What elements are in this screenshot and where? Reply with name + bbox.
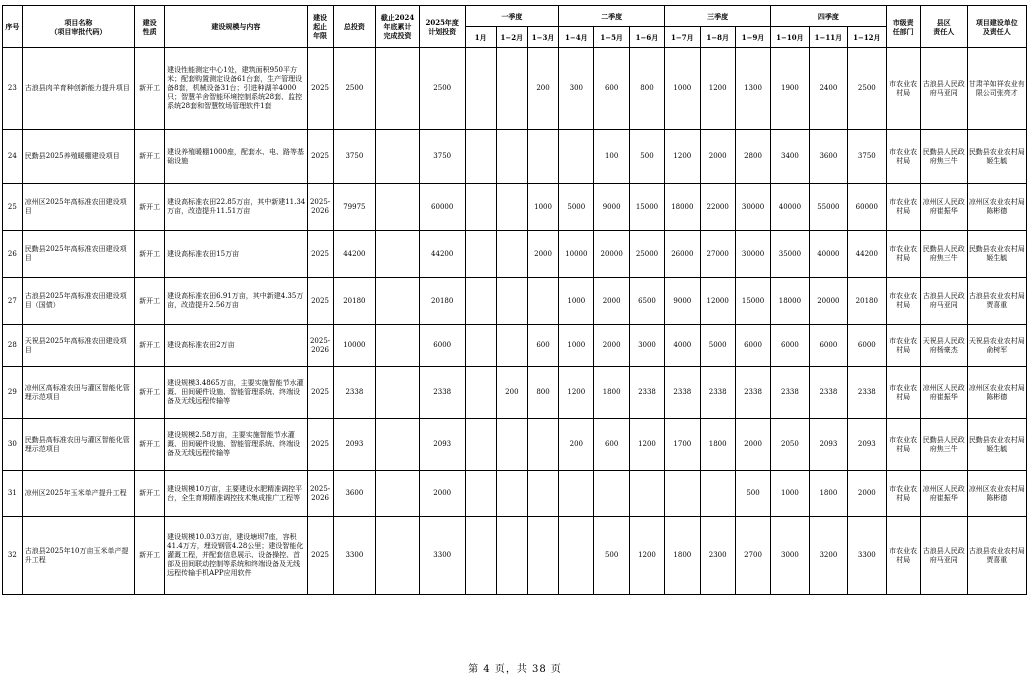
cell-seq: 24 — [3, 130, 23, 184]
cell-period: 2025 — [307, 231, 333, 278]
table-row — [3, 184, 1027, 231]
cell-dept: 市农业农村局 — [886, 419, 920, 471]
header-done2024: 截止2024 年底累计 完成投资 — [376, 6, 420, 48]
cell-scale: 建设高标准农田2万亩 — [165, 325, 307, 367]
cell-nature: 新开工 — [135, 517, 165, 595]
cell-unit: 古浪县农业农村局贾喜重 — [967, 517, 1026, 595]
page-footer: 第 4 页，共 38 页 — [468, 664, 562, 675]
cell-dept: 市农业农村局 — [886, 367, 920, 419]
cell-done-2024 — [376, 325, 420, 367]
cell-month-value: 2338 — [735, 367, 770, 419]
cell-nature: 新开工 — [135, 48, 165, 130]
cell-month-value: 600 — [527, 325, 558, 367]
cell-month-value — [465, 130, 496, 184]
cell-project-name: 天祝县2025年高标准农田建设项目 — [22, 325, 134, 367]
cell-month-value: 1000 — [771, 471, 809, 517]
cell-month-value: 6000 — [809, 325, 847, 367]
cell-month-value — [700, 471, 735, 517]
cell-scale: 建设高标准农田22.85万亩，其中新建11.34万亩，改造提升11.51万亩 — [165, 184, 307, 231]
cell-month-value: 20000 — [809, 278, 847, 325]
cell-month-value: 500 — [594, 517, 629, 595]
cell-done-2024 — [376, 517, 420, 595]
cell-month-value: 2300 — [700, 517, 735, 595]
cell-month-value: 18000 — [665, 184, 700, 231]
cell-done-2024 — [376, 278, 420, 325]
cell-seq: 26 — [3, 231, 23, 278]
project-table — [2, 5, 1027, 595]
cell-month-value — [629, 471, 664, 517]
header-unit: 项目建设单位 及责任人 — [967, 6, 1026, 48]
cell-month-value: 40000 — [809, 231, 847, 278]
cell-month-value: 1300 — [735, 48, 770, 130]
cell-period: 2025-2026 — [307, 325, 333, 367]
cell-plan-2025: 2093 — [419, 419, 465, 471]
table-row — [3, 48, 1027, 130]
cell-month-value: 2338 — [700, 367, 735, 419]
cell-month-value: 20180 — [848, 278, 886, 325]
cell-project-name: 凉州区2025年玉米单产提升工程 — [22, 471, 134, 517]
cell-month-value: 1800 — [700, 419, 735, 471]
table-row — [3, 517, 1027, 595]
header-period: 建设 起止 年限 — [307, 6, 333, 48]
cell-month-value — [465, 517, 496, 595]
cell-month-value: 44200 — [848, 231, 886, 278]
cell-month-value — [527, 517, 558, 595]
cell-seq: 28 — [3, 325, 23, 367]
cell-month-value — [527, 130, 558, 184]
cell-month-value: 1200 — [629, 517, 664, 595]
cell-scale: 建设养殖暖棚1000座，配套水、电、路等基础设施 — [165, 130, 307, 184]
cell-month-value — [465, 48, 496, 130]
cell-month-value: 6500 — [629, 278, 664, 325]
cell-month-value — [465, 278, 496, 325]
cell-seq: 27 — [3, 278, 23, 325]
cell-county: 民勤县人民政府焦三牛 — [920, 231, 967, 278]
cell-month-value: 200 — [527, 48, 558, 130]
cell-county: 民勤县人民政府焦三牛 — [920, 130, 967, 184]
cell-done-2024 — [376, 48, 420, 130]
cell-month-value: 15000 — [629, 184, 664, 231]
cell-month-value: 25000 — [629, 231, 664, 278]
cell-unit: 凉州区农业农村局陈彬德 — [967, 184, 1026, 231]
cell-nature: 新开工 — [135, 325, 165, 367]
cell-month-value: 5000 — [559, 184, 594, 231]
cell-nature: 新开工 — [135, 471, 165, 517]
cell-total-investment: 2500 — [333, 48, 376, 130]
cell-month-value: 2338 — [809, 367, 847, 419]
cell-nature: 新开工 — [135, 367, 165, 419]
cell-county: 凉州区人民政府崔振华 — [920, 184, 967, 231]
cell-seq: 29 — [3, 367, 23, 419]
cell-month-value: 1000 — [665, 48, 700, 130]
cell-plan-2025: 2500 — [419, 48, 465, 130]
cell-project-name: 民勤县2025年高标准农田建设项目 — [22, 231, 134, 278]
cell-seq: 23 — [3, 48, 23, 130]
cell-project-name: 古浪县2025年高标准农田建设项目（国债） — [22, 278, 134, 325]
cell-plan-2025: 3750 — [419, 130, 465, 184]
cell-seq: 31 — [3, 471, 23, 517]
cell-month-value: 100 — [594, 130, 629, 184]
table-row — [3, 325, 1027, 367]
cell-month-value: 1000 — [527, 184, 558, 231]
cell-unit: 甘肃羊如祥农业有限公司张亮才 — [967, 48, 1026, 130]
cell-dept: 市农业农村局 — [886, 517, 920, 595]
cell-month-value: 22000 — [700, 184, 735, 231]
cell-month-value: 2338 — [629, 367, 664, 419]
cell-seq: 25 — [3, 184, 23, 231]
cell-month-value: 200 — [559, 419, 594, 471]
cell-month-value: 600 — [594, 48, 629, 130]
cell-month-value — [465, 231, 496, 278]
cell-month-value: 12000 — [700, 278, 735, 325]
cell-nature: 新开工 — [135, 278, 165, 325]
cell-total-investment: 20180 — [333, 278, 376, 325]
cell-county: 古浪县人民政府马亚同 — [920, 48, 967, 130]
cell-month-value: 3000 — [629, 325, 664, 367]
cell-month-value — [527, 471, 558, 517]
cell-total-investment: 3600 — [333, 471, 376, 517]
cell-period: 2025 — [307, 130, 333, 184]
cell-month-value — [496, 278, 527, 325]
cell-month-value: 2000 — [848, 471, 886, 517]
cell-month-value: 6000 — [771, 325, 809, 367]
cell-total-investment: 3300 — [333, 517, 376, 595]
cell-month-value: 30000 — [735, 184, 770, 231]
cell-month-value: 2000 — [735, 419, 770, 471]
header-month: 1−8月 — [700, 27, 735, 48]
table-row — [3, 471, 1027, 517]
cell-month-value: 2000 — [594, 278, 629, 325]
cell-month-value: 9000 — [665, 278, 700, 325]
cell-month-value — [496, 231, 527, 278]
cell-done-2024 — [376, 471, 420, 517]
table-row — [3, 231, 1027, 278]
cell-month-value — [594, 471, 629, 517]
cell-period: 2025 — [307, 367, 333, 419]
cell-month-value — [465, 184, 496, 231]
cell-month-value: 2400 — [809, 48, 847, 130]
cell-month-value: 300 — [559, 48, 594, 130]
cell-month-value — [496, 184, 527, 231]
cell-month-value: 20000 — [594, 231, 629, 278]
cell-project-name: 民勤县2025养殖暖棚建设项目 — [22, 130, 134, 184]
cell-project-name: 古浪县肉羊育种创新能力提升项目 — [22, 48, 134, 130]
cell-period: 2025 — [307, 517, 333, 595]
cell-month-value: 3200 — [809, 517, 847, 595]
cell-month-value: 500 — [629, 130, 664, 184]
cell-month-value: 1200 — [700, 48, 735, 130]
cell-dept: 市农业农村局 — [886, 48, 920, 130]
cell-month-value: 5000 — [700, 325, 735, 367]
cell-month-value: 6000 — [848, 325, 886, 367]
cell-month-value: 18000 — [771, 278, 809, 325]
header-month: 1−10月 — [771, 27, 809, 48]
cell-done-2024 — [376, 130, 420, 184]
cell-total-investment: 79975 — [333, 184, 376, 231]
cell-month-value: 6000 — [735, 325, 770, 367]
header-month: 1−4月 — [559, 27, 594, 48]
cell-period: 2025-2026 — [307, 471, 333, 517]
cell-scale: 建设性能测定中心1处，建筑面积950平方米；配套购置测定设备61台套，生产管理设备8套，机械设备31台；引进种湖羊4000只；智慧羊舍智能环境控制系统28套、监控系统28套和智慧牧场管理软件1套 — [165, 48, 307, 130]
cell-month-value — [559, 130, 594, 184]
cell-county: 古浪县人民政府马亚同 — [920, 278, 967, 325]
cell-period: 2025 — [307, 419, 333, 471]
header-month: 1−11月 — [809, 27, 847, 48]
cell-month-value — [559, 471, 594, 517]
cell-month-value — [496, 517, 527, 595]
header-dept: 市级责 任部门 — [886, 6, 920, 48]
cell-month-value — [465, 419, 496, 471]
cell-scale: 建设规模2.58万亩，主要实施智能节水灌溉、田间硬件设施、智能管理系统、终端设备及无线远程传输等 — [165, 419, 307, 471]
cell-plan-2025: 2338 — [419, 367, 465, 419]
cell-plan-2025: 44200 — [419, 231, 465, 278]
cell-month-value: 15000 — [735, 278, 770, 325]
cell-month-value: 1200 — [665, 130, 700, 184]
cell-month-value: 4000 — [665, 325, 700, 367]
cell-month-value — [527, 278, 558, 325]
cell-month-value: 3750 — [848, 130, 886, 184]
cell-unit: 凉州区农业农村局陈彬德 — [967, 471, 1026, 517]
header-nature: 建设 性质 — [135, 6, 165, 48]
header-name: 项目名称 （项目审批代码） — [22, 6, 134, 48]
table-row — [3, 367, 1027, 419]
cell-total-investment: 2093 — [333, 419, 376, 471]
cell-scale: 建设规模3.4865万亩，主要实施智能节水灌溉、田间硬件设施、智能管理系统、终端设备及无线远程传输等 — [165, 367, 307, 419]
cell-done-2024 — [376, 231, 420, 278]
cell-total-investment: 44200 — [333, 231, 376, 278]
table-row — [3, 419, 1027, 471]
header-month: 1−9月 — [735, 27, 770, 48]
cell-month-value — [496, 130, 527, 184]
cell-dept: 市农业农村局 — [886, 325, 920, 367]
cell-month-value: 40000 — [771, 184, 809, 231]
cell-month-value: 2338 — [848, 367, 886, 419]
cell-month-value: 500 — [735, 471, 770, 517]
table-row — [3, 130, 1027, 184]
cell-dept: 市农业农村局 — [886, 278, 920, 325]
header-q1: 一季度 — [465, 6, 559, 27]
header-q4: 四季度 — [771, 6, 886, 27]
cell-nature: 新开工 — [135, 130, 165, 184]
cell-month-value: 1000 — [559, 325, 594, 367]
cell-month-value — [465, 367, 496, 419]
cell-month-value — [496, 419, 527, 471]
cell-month-value: 1000 — [559, 278, 594, 325]
cell-plan-2025: 3300 — [419, 517, 465, 595]
cell-total-investment: 10000 — [333, 325, 376, 367]
header-month: 1−3月 — [527, 27, 558, 48]
cell-county: 天祝县人民政府杨豪杰 — [920, 325, 967, 367]
cell-total-investment: 2338 — [333, 367, 376, 419]
cell-month-value: 2093 — [809, 419, 847, 471]
cell-plan-2025: 2000 — [419, 471, 465, 517]
header-plan2025: 2025年度 计划投资 — [419, 6, 465, 48]
cell-month-value: 200 — [496, 367, 527, 419]
cell-month-value — [496, 48, 527, 130]
cell-month-value: 2000 — [700, 130, 735, 184]
cell-total-investment: 3750 — [333, 130, 376, 184]
cell-month-value: 1200 — [629, 419, 664, 471]
cell-project-name: 民勤县高标准农田与灌区智能化管理示范项目 — [22, 419, 134, 471]
cell-county: 民勤县人民政府焦三牛 — [920, 419, 967, 471]
cell-month-value: 2338 — [771, 367, 809, 419]
header-q3: 三季度 — [665, 6, 771, 27]
cell-period: 2025-2026 — [307, 184, 333, 231]
cell-dept: 市农业农村局 — [886, 130, 920, 184]
cell-unit: 民勤县农业农村局姬生毓 — [967, 130, 1026, 184]
cell-month-value: 10000 — [559, 231, 594, 278]
cell-unit: 民勤县农业农村局姬生毓 — [967, 231, 1026, 278]
cell-month-value: 27000 — [700, 231, 735, 278]
cell-month-value: 3600 — [809, 130, 847, 184]
cell-project-name: 古浪县2025年10万亩玉米单产提升工程 — [22, 517, 134, 595]
cell-month-value: 2338 — [665, 367, 700, 419]
cell-month-value: 3000 — [771, 517, 809, 595]
cell-nature: 新开工 — [135, 184, 165, 231]
cell-month-value: 2700 — [735, 517, 770, 595]
cell-dept: 市农业农村局 — [886, 184, 920, 231]
cell-period: 2025 — [307, 278, 333, 325]
cell-month-value: 3300 — [848, 517, 886, 595]
cell-month-value: 2050 — [771, 419, 809, 471]
cell-dept: 市农业农村局 — [886, 471, 920, 517]
cell-month-value: 30000 — [735, 231, 770, 278]
cell-month-value: 2093 — [848, 419, 886, 471]
cell-month-value: 1800 — [665, 517, 700, 595]
cell-month-value: 800 — [629, 48, 664, 130]
cell-project-name: 凉州区2025年高标准农田建设项目 — [22, 184, 134, 231]
cell-month-value: 2500 — [848, 48, 886, 130]
header-month: 1−5月 — [594, 27, 629, 48]
cell-month-value: 2000 — [594, 325, 629, 367]
header-month: 1−2月 — [496, 27, 527, 48]
cell-month-value: 600 — [594, 419, 629, 471]
cell-month-value — [559, 517, 594, 595]
cell-unit: 古浪县农业农村局贾喜重 — [967, 278, 1026, 325]
cell-nature: 新开工 — [135, 419, 165, 471]
cell-project-name: 凉州区高标准农田与灌区智能化管理示范项目 — [22, 367, 134, 419]
cell-month-value — [465, 325, 496, 367]
cell-unit: 凉州区农业农村局陈彬德 — [967, 367, 1026, 419]
header-month: 1−6月 — [629, 27, 664, 48]
cell-month-value: 3400 — [771, 130, 809, 184]
cell-county: 凉州区人民政府崔振华 — [920, 367, 967, 419]
cell-unit: 天祝县农业农村局俞树军 — [967, 325, 1026, 367]
cell-month-value: 2000 — [527, 231, 558, 278]
header-county: 县区 责任人 — [920, 6, 967, 48]
cell-month-value — [665, 471, 700, 517]
cell-month-value: 1800 — [594, 367, 629, 419]
cell-done-2024 — [376, 419, 420, 471]
header-month: 1−12月 — [848, 27, 886, 48]
cell-month-value: 35000 — [771, 231, 809, 278]
cell-done-2024 — [376, 184, 420, 231]
cell-month-value: 800 — [527, 367, 558, 419]
table-row — [3, 278, 1027, 325]
cell-scale: 建设高标准农田15万亩 — [165, 231, 307, 278]
header-seq: 序号 — [3, 6, 23, 48]
cell-county: 古浪县人民政府马亚同 — [920, 517, 967, 595]
cell-period: 2025 — [307, 48, 333, 130]
cell-month-value — [527, 419, 558, 471]
cell-plan-2025: 20180 — [419, 278, 465, 325]
cell-done-2024 — [376, 367, 420, 419]
cell-month-value: 60000 — [848, 184, 886, 231]
cell-county: 凉州区人民政府崔振华 — [920, 471, 967, 517]
cell-month-value — [465, 471, 496, 517]
cell-plan-2025: 60000 — [419, 184, 465, 231]
cell-seq: 30 — [3, 419, 23, 471]
cell-month-value — [496, 471, 527, 517]
header-scale: 建设规模与内容 — [165, 6, 307, 48]
cell-scale: 建设规模10万亩，主要建设水肥精准调控平台，全生育期精准调控技术集成推广工程等 — [165, 471, 307, 517]
cell-scale: 建设规模10.03万亩，建设塘坝7座，容积41.4万方，埋设钢管4.28公里；建设智能化灌溉工程，并配套信息展示、设备操控、首部及田间联动控制等系统和终端设备及无线远程传输手机APP应用软件 — [165, 517, 307, 595]
cell-month-value: 55000 — [809, 184, 847, 231]
cell-unit: 民勤县农业农村局姬生毓 — [967, 419, 1026, 471]
cell-month-value: 9000 — [594, 184, 629, 231]
header-q2: 二季度 — [559, 6, 665, 27]
cell-month-value: 1700 — [665, 419, 700, 471]
cell-plan-2025: 6000 — [419, 325, 465, 367]
cell-month-value: 1200 — [559, 367, 594, 419]
cell-seq: 32 — [3, 517, 23, 595]
cell-scale: 建设高标准农田6.91万亩，其中新建4.35万亩，改造提升2.56万亩 — [165, 278, 307, 325]
cell-month-value: 1900 — [771, 48, 809, 130]
cell-month-value: 2800 — [735, 130, 770, 184]
cell-dept: 市农业农村局 — [886, 231, 920, 278]
cell-month-value — [496, 325, 527, 367]
header-month: 1−7月 — [665, 27, 700, 48]
header-total: 总投资 — [333, 6, 376, 48]
cell-month-value: 26000 — [665, 231, 700, 278]
cell-month-value: 1800 — [809, 471, 847, 517]
header-month: 1月 — [465, 27, 496, 48]
cell-nature: 新开工 — [135, 231, 165, 278]
